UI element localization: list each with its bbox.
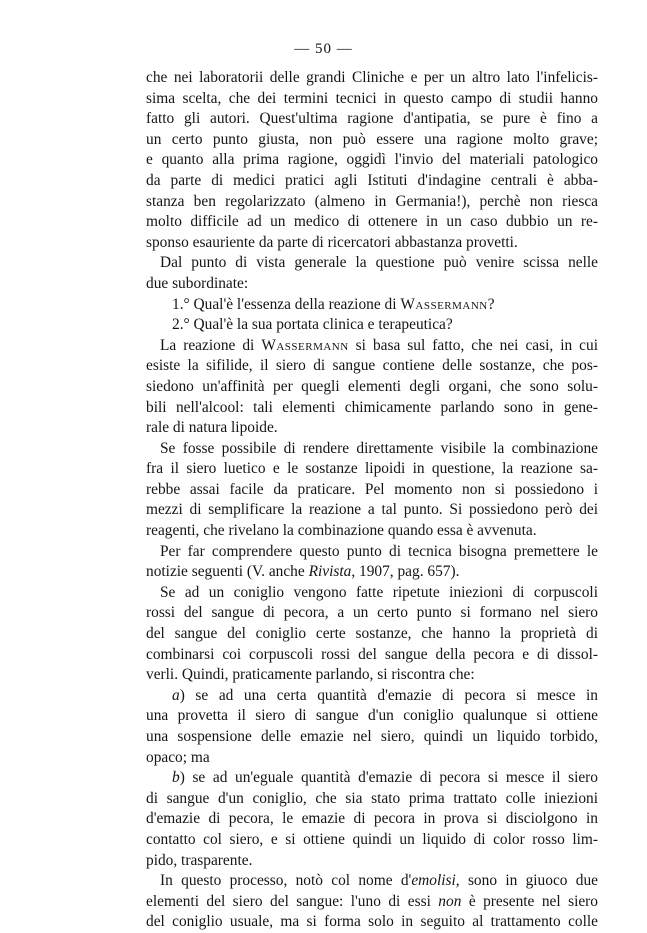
text-line: molto difficile ad un medico di ottenere in un caso dubbio un re- xyxy=(146,213,598,231)
question-mark: ? xyxy=(487,295,495,313)
page-number: — 50 — xyxy=(294,41,353,57)
question-2: 2.° Qual'è la sua portata clinica e terapeutica? xyxy=(172,316,453,334)
text-line: pido, trasparente. xyxy=(146,851,253,869)
text-line xyxy=(146,871,598,892)
text-span: è presente nel siero xyxy=(461,892,599,910)
author-name: Wassermann xyxy=(400,295,488,313)
item-a xyxy=(146,686,598,707)
text-span: , sono in giuoco due xyxy=(455,872,598,890)
text-line: rebbe assai facile da praticare. Pel momento non si possiedono i xyxy=(146,480,598,498)
text-line: Se fosse possibile di rendere direttamente visibile la combinazione xyxy=(160,439,598,457)
item-letter: b xyxy=(172,769,180,787)
text-line: verli. Quindi, praticamente parlando, si riscontra che: xyxy=(146,666,475,684)
text-line: un certo punto giusta, non può essere una ragione molto grave; xyxy=(146,130,598,148)
journal-title: Rivista xyxy=(308,563,352,581)
author-name: Wassermann xyxy=(261,336,349,354)
text-line: rossi del sangue di pecora, a un certo punto si formano nel siero xyxy=(146,604,598,622)
question-1 xyxy=(146,295,598,316)
text-line: fra il siero luetico e le sostanze lipoidi in questione, la reazione sa- xyxy=(146,460,598,478)
text-span: In questo processo, notò col nome d' xyxy=(160,872,412,890)
text-line xyxy=(146,562,598,583)
text-line: rale di natura lipoide. xyxy=(146,419,278,437)
item-letter: a xyxy=(172,686,180,704)
text-line: reagenti, che rivelano la combinazione quando essa è avvenuta. xyxy=(146,522,537,540)
text-line: sponso esauriente da parte di ricercatori abbastanza provetti. xyxy=(146,233,518,251)
text-line xyxy=(146,336,598,357)
text-line: Dal punto di vista generale la questione può venire scissa nelle xyxy=(160,254,598,272)
text-line: opaco; ma xyxy=(146,748,210,766)
text-line: esiste la sifilide, il siero di sangue contiene delle sostanze, che pos- xyxy=(146,357,598,375)
text-line: una provetta il siero di sangue d'un coniglio qualunque si ottiene xyxy=(146,707,598,725)
text-line: da parte di medici pratici agli Istituti d'indagine centrali è abba- xyxy=(146,171,598,189)
text-line: sima scelta, che dei termini tecnici in questo campo di studii hanno xyxy=(146,89,598,107)
text-line: di sangue d'un coniglio, che sia stato prima trattato colle iniezioni xyxy=(146,789,598,807)
text-line: siedono un'affinità per quegli elementi degli organi, che sono solu- xyxy=(146,377,598,395)
text-line: stanza ben regolarizzato (almeno in Germania!), perchè non riesca xyxy=(146,192,598,210)
text-line: che nei laboratorii delle grandi Cliniche e per un altro lato l'infelicis- xyxy=(146,69,598,86)
text-span: si basa sul fatto, che nei casi, in cui xyxy=(348,336,598,354)
text-span: , 1907, pag. 657). xyxy=(351,563,460,581)
text-line: mezzi di semplificare la reazione a tal punto. Si possiedono però dei xyxy=(146,501,598,519)
term-emolisi: emolisi xyxy=(411,872,456,890)
text-line: d'emazie di pecora, le emazie di pecora in prova si disciolgono in xyxy=(146,810,598,828)
text-line: del sangue del coniglio certe sostanze, che hanno la proprietà di xyxy=(146,625,598,643)
question-1-text: 1.° Qual'è l'essenza della reazione di xyxy=(172,295,401,313)
text-line: combinarsi coi corpuscoli rossi del sangue della pecora e di dissol- xyxy=(146,645,598,663)
text-span: ) se ad una certa quantità d'emazie di pecora si mesce in xyxy=(179,686,598,704)
text-span: La reazione di xyxy=(160,336,262,354)
text-line: contatto col siero, e si ottiene quindi un liquido di color rosso lim- xyxy=(146,830,598,848)
text-line: una sospensione delle emazie nel siero, quindi un liquido torbido, xyxy=(146,728,598,745)
text-line: Se ad un coniglio vengono fatte ripetute iniezioni di corpuscoli xyxy=(160,583,598,601)
text-line: del coniglio usuale, ma si forma solo in seguito al trattamento colle xyxy=(146,913,598,931)
emphasis-non: non xyxy=(438,892,462,910)
body-text xyxy=(146,68,598,933)
text-line: fatto gli autori. Quest'ultima ragione d'antipatia, se pure è fino a xyxy=(146,110,598,128)
text-line: Per far comprendere questo punto di tecnica bisogna premettere le xyxy=(160,542,598,560)
text-line: e quanto alla prima ragione, oggidì l'invio del materiali patologico xyxy=(146,151,598,169)
text-line: due subordinate: xyxy=(146,274,249,292)
text-line xyxy=(146,892,598,913)
text-span: elementi del siero del sangue: l'uno di essi xyxy=(146,892,439,910)
text-line: bili nell'alcool: tali elementi chimicamente parlando sono in gene- xyxy=(146,398,598,416)
text-span: notizie seguenti (V. anche xyxy=(146,563,309,581)
text-span: ) se ad un'eguale quantità d'emazie di pecora si mesce il siero xyxy=(179,769,598,787)
item-b xyxy=(146,768,598,789)
